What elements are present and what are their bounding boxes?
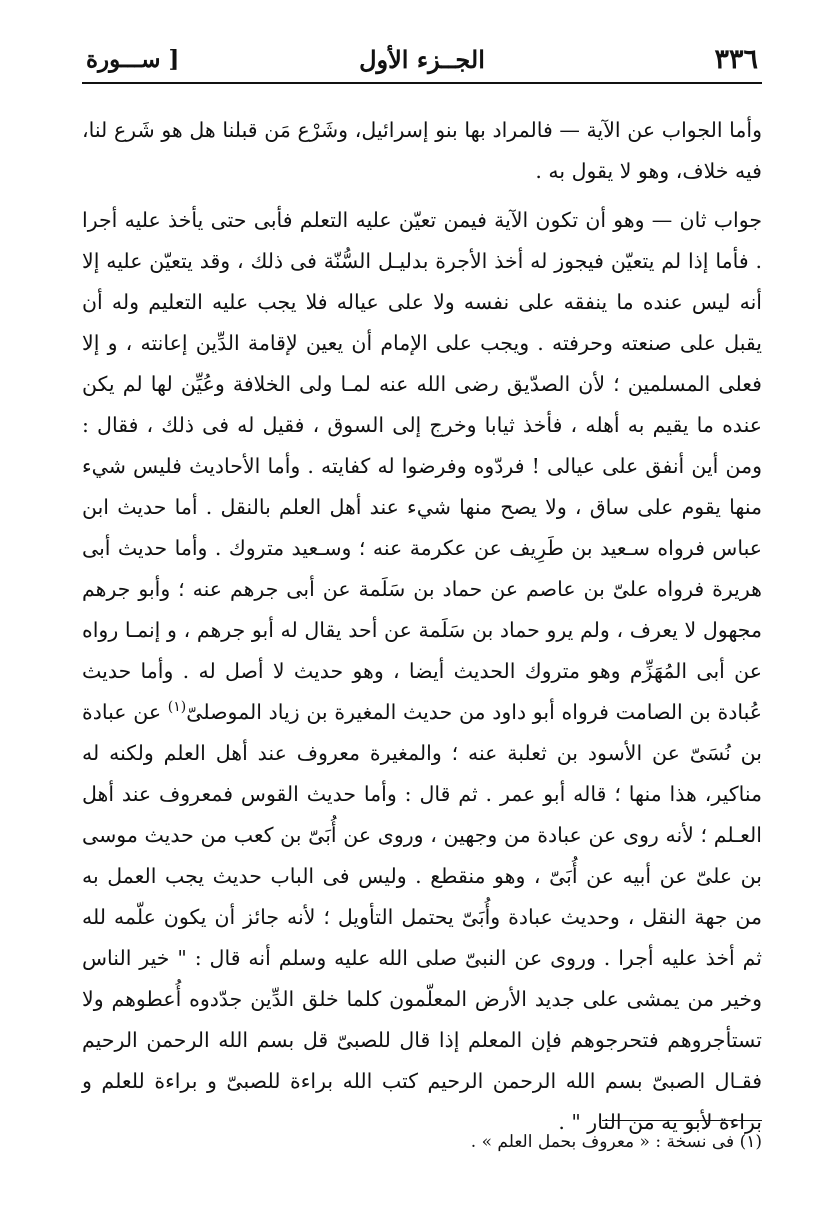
paragraph-answer: وأما الجواب عن الآية — فالمراد بها بنو إسرائيل، وشَرْع مَن قبلنا هل هو شَرع لنا، فيه خلاف، وهو لا يقول به . — [82, 118, 762, 183]
paragraph-second-answer — [82, 200, 762, 1143]
page-header — [82, 36, 762, 84]
footnote-divider — [602, 1120, 762, 1121]
page-number: ٣٣٦ — [714, 43, 758, 75]
surah-label: [ ســـورة — [86, 45, 180, 73]
main-text — [82, 110, 762, 1143]
paragraph-second-answer-continuation: عن عبادة بن نُسَىّ عن الأسود بن ثعلبة عنه ؛ والمغيرة معروف عند أهل العلم ولكنه له مناكير، هذا منها ؛ قاله أبو عمر . ثم قال : وأما حديث القوس فمعروف عند أهل العـلم ؛ لأنه روى عن عبادة من وجهين ، وروى عن أُبَىّ بن كعب من حديث موسى بن علىّ عن أبيه عن أُبَىّ ، وهو منقطع . وليس فى الباب حديث يجب العمل به من جهة النقل ، وحديث عبادة وأُبَىّ يحتمل التأويل ؛ لأنه جائز أن يكون علّمه لله ثم أخذ عليه أجرا . وروى عن النبىّ صلى الله عليه وسلم أنه قال : " خير الناس وخير من يمشى على جديد الأرض المعلّمون كلما خلق الدِّين جدّدوه أُعطوهم ولا تستأجروهم فتحرجوهم فإن المعلم إذا قال للصبىّ قل بسم الله الرحمن الرحيم فقـال الصبىّ بسم الله الرحمن الرحيم كتب الله براءة للصبىّ و براءة للعلم و براءة لأبو يه من النار " . — [82, 700, 762, 1134]
book-page — [82, 36, 762, 1206]
running-title: الجــزء الأول — [359, 44, 485, 74]
footnote-reference: (١) — [167, 699, 187, 716]
footnote: (١) فى نسخة : « معروف بحمل العلم » . — [470, 1132, 762, 1152]
paragraph-second-answer-text: جواب ثان — وهو أن تكون الآية فيمن تعيّن عليه التعلم فأبى حتى يأخذ عليه أجرا . فأما إذا لم يتعيّن فيجوز له أخذ الأجرة بدليـل السُّنّة فى ذلك ، وقد يتعيّن عليه إلا أنه ليس عنده ما ينفقه على نفسه ولا على عياله فلا يجب عليه التعليم وله أن يقبل على صنعته وحرفته . ويجب على الإمام أن يعين لإقامة الدِّين إعانته ، و إلا فعلى المسلمين ؛ لأن الصدّيق رضى الله عنه لمـا ولى الخلافة وعُيِّن لها لم يكن عنده ما يقيم به أهله ، فأخذ ثيابا وخرج إلى السوق ، فقيل له فى ذلك ، فقال : ومن أين أنفق على عيالى ! فردّوه وفرضوا له كفايته . وأما الأحاديث فليس شيء منها يقوم على ساق ، ولا يصح منها شيء عند أهل العلم بالنقل . أما حديث ابن عباس فرواه سـعيد بن طَرِيف عن عكرمة عنه ؛ وسـعيد متروك . وأما حديث أبى هريرة فرواه علىّ بن عاصم عن حماد بن سَلَمة عن أبى جرهم عنه ؛ وأبو جرهم مجهول لا يعرف ، ولم يرو حماد بن سَلَمة عن أحد يقال له أبو جرهم ، و إنمـا رواه عن أبى المُهَزِّم وهو متروك الحديث أيضا ، وهو حديث لا أصل له . وأما حديث عُبادة بن الصامت فرواه أبو داود من حديث المغيرة بن زياد الموصلىّ — [82, 208, 762, 724]
